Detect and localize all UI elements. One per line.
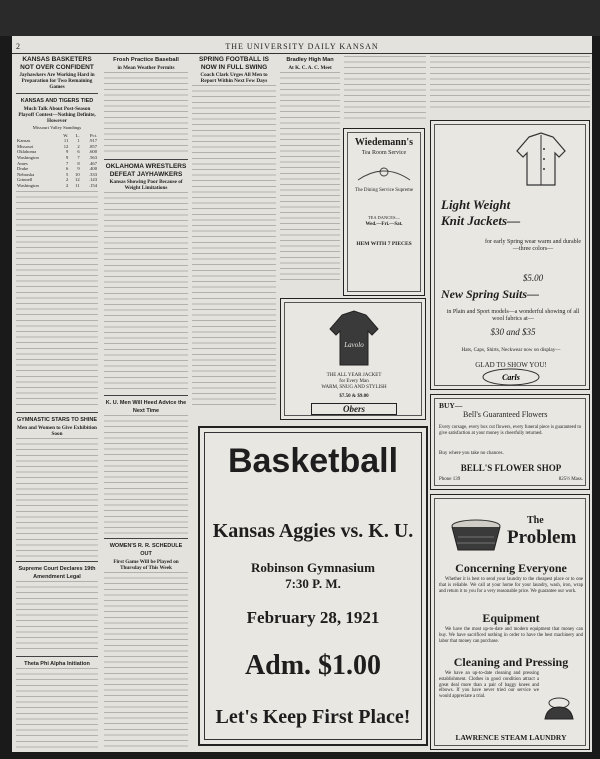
lavolo-brand: Lavolo	[344, 341, 364, 349]
headline-oklahoma-wrestlers: OKLAHOMA WRESTLERS DEFEAT JAYHAWKERS	[105, 163, 187, 178]
laundry-heading-cleaning: Cleaning and Pressing	[453, 655, 569, 669]
table-row	[16, 183, 98, 189]
column-6-top	[430, 56, 590, 116]
subhead-kansas-tigers-tied: Much Talk About Post-Season Playoff Contest—Nothing Definite, However	[18, 106, 96, 124]
subhead-bradley-high: At K. C. A. C. Meet	[288, 65, 332, 71]
losses: 7	[77, 154, 80, 160]
losses: 6	[77, 149, 80, 155]
column-1	[16, 56, 98, 750]
headline-spring-football: SPRING FOOTBALL IS NOW IN FULL SWING	[199, 56, 269, 71]
divider	[16, 93, 98, 94]
svg-text:Carls: Carls	[502, 373, 520, 382]
team-name: Kansas	[17, 138, 31, 144]
headline-supreme-court: Supreme Court Declares 19th Amendment Legal	[18, 565, 96, 580]
headline-bradley-high: Bradley High Man	[286, 57, 334, 63]
headline-womens-schedule: WOMEN'S R. R. SCHEDULE OUT	[109, 543, 183, 557]
basketball-matchup: Kansas Aggies vs. K. U.	[212, 520, 414, 542]
jacket-illustration	[511, 129, 571, 189]
pct: .333	[88, 171, 97, 177]
subhead-womens-schedule: First Game Will be Played on Thursday of This Week	[113, 559, 179, 571]
basketball-slogan: Let's Keep First Place!	[215, 706, 411, 728]
clothing-misc: Hats, Caps, Shirts, Neckwear now on display—	[461, 347, 561, 353]
flowers-phone: Phone 139	[439, 477, 461, 482]
laundry-footer: LAWRENCE STEAM LAUNDRY	[455, 733, 567, 742]
basketball-title: Basketball	[227, 442, 399, 480]
ad-border	[347, 132, 421, 292]
clothing-glad: GLAD TO SHOW YOU!	[475, 361, 547, 369]
lavolo-tag3: WARM, SNUG AND STYLISH	[321, 385, 387, 390]
flowers-ad	[430, 394, 590, 490]
subhead-kansas-basketers: Jayhawkers Are Working Hard in Preparation for Two Remaining Games	[19, 72, 95, 90]
headline-kansas-basketers: KANSAS BASKETERS NOT OVER CONFIDENT	[20, 56, 94, 71]
wins: 2	[65, 177, 69, 183]
pct: .857	[88, 143, 97, 149]
laundry-heading-equipment: Equipment	[482, 611, 540, 625]
divider	[104, 395, 188, 396]
standings-header-cell: Pct.	[89, 132, 97, 138]
article-text-block	[16, 668, 98, 748]
pct: .563	[88, 154, 97, 160]
divider	[104, 538, 188, 539]
team-name: Oklahoma	[17, 149, 37, 155]
pct: .467	[88, 160, 97, 166]
wins: 9	[65, 149, 69, 155]
lavolo-jacket-ad	[280, 298, 426, 420]
masthead-title: THE UNIVERSITY DAILY KANSAN	[225, 42, 379, 51]
tearoom-line3: HEM WITH 7 PIECES	[356, 241, 412, 247]
clothing-desc2: in Plain and Sport models—a wonderful showing of all wool fabrics at—	[446, 309, 580, 322]
article-text-block	[104, 572, 188, 750]
clothing-line3: New Spring Suits—	[441, 287, 540, 301]
flowers-buy: BUY—	[439, 401, 463, 410]
clothing-line1: Light Weight	[441, 197, 511, 212]
clothing-ad	[430, 120, 590, 390]
basketball-time: 7:30 P. M.	[285, 576, 341, 591]
standings-header-cell: W.	[63, 132, 69, 138]
pct: .400	[88, 166, 97, 172]
pct: .143	[88, 177, 97, 183]
article-text-block	[104, 72, 188, 156]
laundry-problem: Problem	[507, 527, 577, 548]
team-name: Nebraska	[17, 171, 35, 177]
wins: 9	[65, 154, 69, 160]
divider	[104, 159, 188, 160]
team-name: Washington	[17, 154, 39, 160]
laundry-ad	[430, 494, 590, 750]
losses: 1	[77, 138, 80, 144]
wins: 11	[63, 138, 69, 144]
article-text-block	[16, 191, 98, 409]
team-name: Drake	[17, 166, 29, 172]
team-name: Ames	[17, 160, 28, 166]
article-text-block	[16, 438, 98, 558]
column-2	[104, 56, 188, 750]
basketball-ad	[198, 426, 428, 746]
subhead-spring-football: Coach Clark Urges All Men to Report Within Next Few Days	[200, 72, 268, 84]
tearoom-ad	[343, 128, 425, 296]
iron-icon	[541, 695, 577, 723]
tearoom-subtitle: Tea Room Service	[361, 150, 407, 156]
flowers-body: Every corsage, every box cut flowers, every funeral piece is guaranteed to give satisfaction at your money is cheerfully returned.	[439, 425, 582, 436]
wins: 2	[65, 182, 69, 188]
team-name: Grinnell	[17, 177, 33, 183]
article-text-block	[104, 192, 188, 392]
clothing-price2: $30 and $35	[490, 327, 536, 337]
wins: 7	[65, 160, 69, 166]
page-number: 2	[16, 42, 21, 51]
divider	[16, 656, 98, 657]
losses: 10	[75, 171, 80, 177]
laundry-basket-icon	[445, 517, 507, 553]
losses: 8	[77, 160, 80, 166]
team-name: Washington	[17, 182, 39, 188]
standings-title: Missouri Valley Standings	[32, 125, 82, 130]
headline-gymnastic-stars: GYMNASTIC STARS TO SHINE	[16, 416, 98, 423]
masthead	[12, 42, 592, 54]
standings-header-cell: L.	[75, 132, 80, 138]
wins: 12	[63, 143, 69, 149]
article-text-block	[104, 415, 188, 535]
laundry-heading-concerning: Concerning Everyone	[455, 561, 567, 575]
wins: 6	[65, 166, 69, 172]
newspaper-page	[12, 36, 592, 752]
obers-logo: Obers	[311, 403, 397, 415]
lavolo-tag1: THE ALL YEAR JACKET	[326, 373, 382, 378]
headline-ku-men-advice: K. U. Men Will Heed Advice the Next Time	[105, 400, 187, 414]
article-text-block	[192, 85, 276, 405]
headline-frosh-baseball: Frosh Practice Baseball	[113, 57, 179, 63]
tearoom-line1: TEA DANCES—	[367, 215, 401, 220]
subhead-gymnastic-stars: Men and Women to Give Exhibition Soon	[17, 424, 97, 437]
losses: 9	[77, 166, 80, 172]
jacket-icon	[326, 307, 382, 369]
wins: 5	[65, 171, 69, 177]
basketball-date: February 28, 1921	[246, 608, 380, 627]
divider	[16, 561, 98, 562]
article-text-block	[430, 56, 590, 112]
flowers-contact	[439, 477, 583, 482]
laundry-para-concerning: Whether it is best to send your laundry to the cheapest place or to one that is reliable. We call at your home for your laundry, wash, iron, wrap and return it to you for a very reasonable price. We guarantee our work.	[439, 577, 583, 594]
flowers-body2: Buy where you take no chances.	[439, 451, 504, 456]
scan-background	[0, 0, 600, 36]
column-5-top	[344, 56, 426, 126]
pct: .600	[88, 149, 97, 155]
subhead-oklahoma-wrestlers: Kansas Showing Poor Because of Weight Limitations	[109, 179, 183, 191]
basketball-venue: Robinson Gymnasium	[251, 560, 375, 575]
clothing-desc: for early Spring wear warm and durable—three colors—	[485, 239, 581, 252]
losses: 11	[75, 182, 80, 188]
lavolo-price: $7.50 & $9.00	[339, 394, 369, 399]
pct: .917	[88, 138, 97, 144]
column-3	[192, 56, 276, 426]
clothing-price1: $5.00	[522, 273, 544, 283]
carls-logo	[481, 367, 541, 387]
losses: 12	[75, 177, 80, 183]
flowers-shop: BELL'S FLOWER SHOP	[460, 463, 562, 473]
laundry-para-cleaning: We have an up-to-date cleaning and pressing establishment. Clothes in good condition attract a great deal more than a pair of baggy knees and elbows. If you have never tried our service we would appreciate a trial.	[439, 671, 539, 700]
losses: 2	[77, 143, 80, 149]
divider	[16, 412, 98, 413]
column-4	[280, 56, 340, 296]
subhead-frosh-baseball: in Mean Weather Permits	[117, 65, 175, 71]
clothing-line2: Knit Jackets—	[441, 213, 521, 228]
standings-table	[16, 133, 98, 189]
tearoom-line2: Wed.—Fri.—Sat.	[365, 222, 403, 227]
tearoom-title: Wiedemann's	[354, 137, 414, 148]
headline-kansas-tigers-tied: KANSAS AND TIGERS TIED	[20, 98, 94, 104]
laundry-the: The	[527, 515, 544, 526]
tearoom-caption: The Dining Service Supreme	[354, 188, 414, 193]
laundry-para-equipment: We have the most up-to-date and modern equipment that money can buy. We have sacrificed nothing in order to have the best machinery and labor that money can purchase.	[439, 627, 583, 644]
flowers-address: 825½ Mass.	[558, 477, 583, 482]
flowers-title: Bell's Guaranteed Flowers	[463, 410, 548, 419]
article-text-block	[280, 72, 340, 282]
headline-theta-phi-alpha: Theta Phi Alpha Initiation	[24, 660, 90, 667]
article-text-block	[16, 581, 98, 653]
lavolo-tags	[291, 373, 417, 391]
article-text-block	[344, 56, 426, 120]
lavolo-tag2: for Every Man	[339, 379, 369, 384]
basketball-admission: Adm. $1.00	[244, 650, 382, 681]
pct: .154	[88, 182, 97, 188]
team-name: Missouri	[17, 143, 34, 149]
